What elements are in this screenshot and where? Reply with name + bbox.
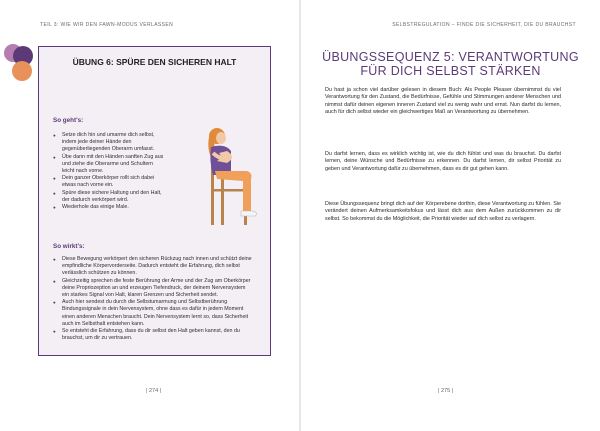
- decorative-circles: [4, 44, 36, 84]
- list-item: ● Übe dann mit den Händen sanften Zug aus und ziehe die Oberarme und Schultern leicht nach vorne.: [53, 154, 165, 176]
- running-head-left: TEIL 3: WIE WIR DEN FAWN-MODUS VERLASSEN: [40, 22, 174, 28]
- self-hug-illustration: [197, 127, 263, 235]
- list-item: ● So entsteht die Erfahrung, dass du dir selbst den Halt geben kannst, den du brauchst, um dir zu vertrauen.: [53, 328, 253, 342]
- list-item: ● Auch hier sendest du durch die Selbstumarmung und Selbstberührung Bindungssignale in dein Nervensystem, ohne dass es dafür in jedem Moment einen anderen Menschen braucht. Dein Nervensystem lernt so, dass Sicherheit auch im Selbsthalt entstehen kann.: [53, 299, 253, 328]
- list-item: ● Setze dich hin und umarme dich selbst, indem jede deiner Hände den gegenüberliegenden Oberarm umfasst.: [53, 132, 165, 154]
- list-item: ● Wiederhole das einige Male.: [53, 204, 165, 211]
- section-title: [301, 50, 600, 78]
- list-item: ● Dein ganzer Oberkörper rollt sich dabei etwas nach vorne ein.: [53, 175, 165, 189]
- section-title-line-2: FÜR DICH SELBST STÄRKEN: [360, 64, 541, 78]
- steps-list: [53, 132, 165, 211]
- list-item: ● Diese Bewegung verkörpert den sicheren Rückzug nach innen und schützt deine empfindliche Körpervorderseite. Dadurch entsteht die Erfahrung, dich selbst verlässlich schützen zu können.: [53, 256, 253, 278]
- orange-circle: [12, 61, 32, 81]
- body-paragraph: Du hast ja schon viel darüber gelesen in diesem Buch: Als People Pleaser übernimmst du viel Verantwortung für den Zustand, die Bedürfnisse, Gefühle und Stimmungen anderer Menschen und nimmst dafür deinen eigenen inneren Zustand viel zu wenig wahr und ernst. Nun darfst du lernen, auch für dich selbst wieder ein gleichwertiges Maß an Verantwortung zu übernehmen.: [325, 87, 561, 115]
- page-number-right: | 275 |: [438, 388, 454, 394]
- page-number-left: | 274 |: [146, 388, 162, 394]
- running-head-right: SELBSTREGULATION – FINDE DIE SICHERHEIT, DIE DU BRAUCHST: [392, 22, 576, 28]
- body-paragraph: Du darfst lernen, dass es wirklich wichtig ist, wie du dich fühlst und was du brauchst. Du darfst lernen, deine Wünsche und Bedürfnisse zu erkennen. Du darfst lernen, dir selbst Priorität zu geben und Verantwortung dafür zu übernehmen, dass es dir gut gehen kann.: [325, 151, 561, 172]
- exercise-title: ÜBUNG 6: SPÜRE DEN SICHEREN HALT: [72, 57, 237, 67]
- left-page: [0, 0, 299, 431]
- so-gehts-label: So geht's:: [53, 117, 84, 124]
- right-page: [301, 0, 600, 431]
- list-item: ● Spüre diese sichere Haltung und den Halt, der dadurch verkörpert wird.: [53, 190, 165, 204]
- exercise-box: [38, 46, 271, 356]
- body-paragraph: Diese Übungssequenz bringt dich auf der Körperebene dorthin, diese Verantwortung zu fühlen. Sie verändert deinen Aufmerksamkeitsfokus und lässt dich aus dem Außen zurückkommen zu dir selbst. So bekommst du die Möglichkeit, die Priorität wieder auf dich selbst zu verlagern.: [325, 201, 561, 222]
- list-item: ● Gleichzeitig sprechen die feste Berührung der Arme und der Zug am Oberkörper deine Propriozeption an und erzeugen Tiefendruck, der deinem Nervensystem ein starkes Signal von Halt, klaren Grenzen und Sicherheit sendet.: [53, 278, 253, 300]
- effects-list: [53, 256, 253, 342]
- so-wirkts-label: So wirkt's:: [53, 243, 85, 250]
- section-title-line-1: ÜBUNGSSEQUENZ 5: VERANTWORTUNG: [322, 50, 579, 64]
